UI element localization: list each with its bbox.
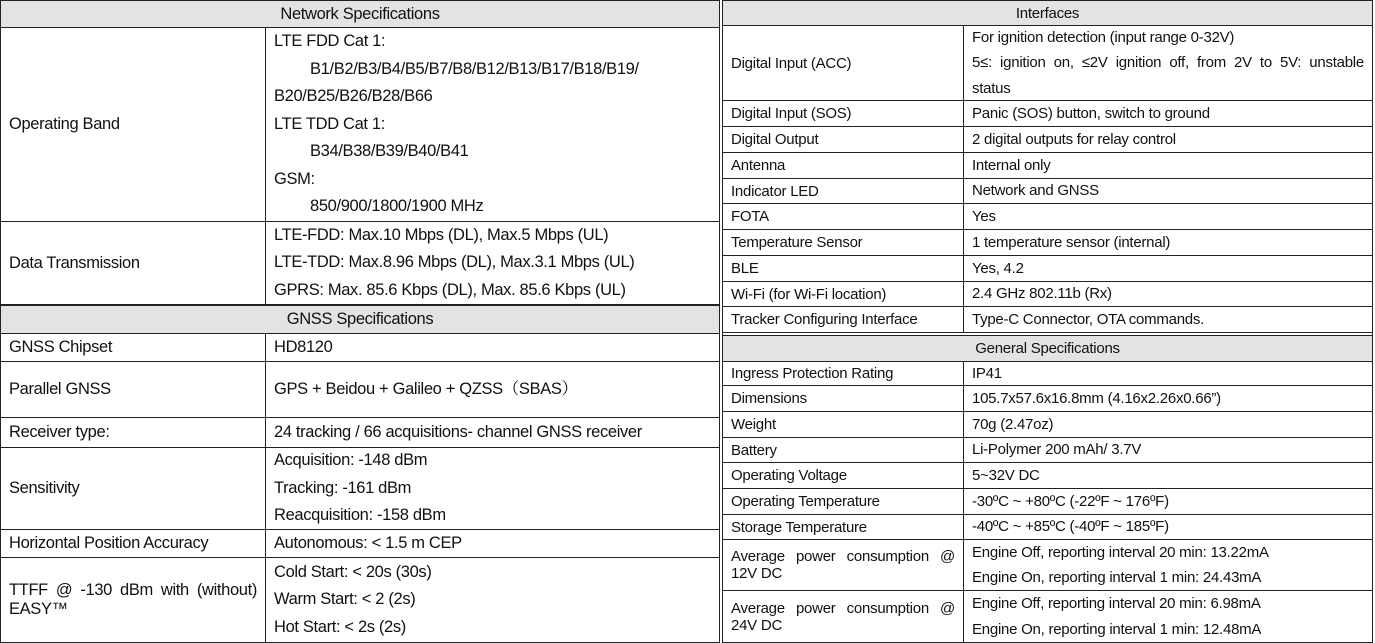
- spec-value-cell: [964, 438, 1372, 462]
- spec-value-line: GSM:: [274, 169, 315, 188]
- spec-row-digital-input-sos: [723, 101, 1372, 127]
- spec-label-cell: [723, 463, 964, 488]
- spec-label: Data Transmission: [9, 253, 140, 272]
- spec-row-operating-temperature: [723, 489, 1372, 515]
- spec-label-cell: [723, 127, 964, 152]
- spec-row-digital-input-acc: [723, 26, 1372, 101]
- spec-label: Dimensions: [731, 390, 807, 407]
- spec-value-line: Acquisition: -148 dBm: [274, 451, 428, 470]
- spec-value-cell: [266, 448, 719, 529]
- spec-value-line: 105.7x57.6x16.8mm (4.16x2.26x0.66”): [972, 389, 1221, 407]
- spec-label-cell: [1, 418, 266, 447]
- spec-label-cell: [1, 362, 266, 417]
- spec-label: Average power consumption @ 12V DC: [731, 548, 955, 582]
- spec-value-line: Warm Start: < 2 (2s): [274, 590, 416, 609]
- spec-label: BLE: [731, 260, 759, 277]
- spec-value-line: Tracking: -161 dBm: [274, 478, 412, 497]
- spec-label: Sensitivity: [9, 479, 80, 497]
- spec-value-cell: [964, 463, 1372, 488]
- section-header: Network Specifications: [1, 0, 719, 28]
- spec-label-cell: [1, 28, 266, 221]
- interfaces-general-spec-table: [722, 0, 1373, 643]
- spec-label-cell: [723, 179, 964, 203]
- spec-label: Digital Input (ACC): [731, 54, 852, 72]
- spec-value-line: 1 temperature sensor (internal): [972, 233, 1171, 251]
- spec-value-line: B1/B2/B3/B4/B5/B7/B8/B12/B13/B17/B18/B19/: [310, 59, 639, 78]
- spec-value-cell: [964, 591, 1372, 642]
- spec-value-cell: [964, 515, 1372, 539]
- spec-label: GNSS Chipset: [9, 338, 113, 356]
- spec-row-fota: [723, 204, 1372, 230]
- spec-value-line: 70g (2.47oz): [972, 415, 1054, 433]
- spec-value-line: B34/B38/B39/B40/B41: [310, 142, 469, 161]
- spec-label: Parallel GNSS: [9, 380, 111, 398]
- spec-label-cell: [723, 540, 964, 590]
- spec-value-line: Hot Start: < 2s (2s): [274, 617, 406, 636]
- spec-label-cell: [1, 558, 266, 642]
- spec-value-cell: [964, 256, 1372, 281]
- spec-value-line: GPS + Beidou + Galileo + QZSS（SBAS）: [274, 379, 578, 398]
- spec-row-sensitivity: [1, 448, 719, 530]
- spec-value-cell: [964, 489, 1372, 514]
- spec-label-cell: [723, 362, 964, 385]
- spec-row-horizontal-position-accuracy: [1, 530, 719, 558]
- spec-label: Storage Temperature: [731, 518, 867, 536]
- spec-label: Operating Voltage: [731, 467, 847, 484]
- spec-row-indicator-led: [723, 179, 1372, 204]
- spec-value-cell: [964, 26, 1372, 100]
- spec-label: Horizontal Position Accuracy: [9, 534, 209, 552]
- spec-label-cell: [723, 282, 964, 306]
- spec-label-cell: [723, 101, 964, 126]
- spec-label: FOTA: [731, 208, 769, 225]
- spec-row-wi-fi-for-wi-fi-location: [723, 282, 1372, 307]
- spec-value-cell: [964, 179, 1372, 203]
- spec-value-line: LTE FDD Cat 1:: [274, 32, 386, 51]
- spec-value-line: 5~32V DC: [972, 466, 1040, 484]
- spec-value-line: Cold Start: < 20s (30s): [274, 562, 432, 581]
- spec-row-data-transmission: [1, 222, 719, 305]
- spec-value-cell: [964, 307, 1372, 332]
- spec-label: TTFF @ -130 dBm with (without) EASY™: [9, 581, 257, 618]
- spec-value-line: -30ºC ~ +80ºC (-22ºF ~ 176ºF): [972, 492, 1169, 510]
- spec-label-cell: [723, 438, 964, 462]
- spec-value-line: Type-C Connector, OTA commands.: [972, 310, 1205, 328]
- spec-row-operating-voltage: [723, 463, 1372, 489]
- spec-row-ingress-protection-rating: [723, 362, 1372, 386]
- spec-value-line: Yes, 4.2: [972, 259, 1024, 277]
- spec-value-line: LTE-FDD: Max.10 Mbps (DL), Max.5 Mbps (UL): [274, 225, 609, 244]
- spec-label: Digital Output: [731, 131, 819, 148]
- spec-row-dimensions: [723, 386, 1372, 412]
- spec-row-battery: [723, 438, 1372, 463]
- section-header: Interfaces: [723, 0, 1372, 26]
- spec-value-line: Li-Polymer 200 mAh/ 3.7V: [972, 441, 1142, 459]
- spec-value-cell: [964, 386, 1372, 411]
- spec-value-line: Engine On, reporting interval 1 min: 24.43mA: [972, 569, 1262, 586]
- spec-label: Wi-Fi (for Wi-Fi location): [731, 285, 887, 303]
- spec-value-line: B20/B25/B26/B28/B66: [274, 87, 433, 106]
- spec-label-cell: [723, 230, 964, 255]
- spec-row-receiver-type: [1, 418, 719, 448]
- spec-value-line: -40ºC ~ +85ºC (-40ºF ~ 185ºF): [972, 518, 1169, 536]
- spec-row-storage-temperature: [723, 515, 1372, 540]
- spec-row-ble: [723, 256, 1372, 282]
- spec-value-line: LTE TDD Cat 1:: [274, 114, 385, 133]
- spec-value-cell: [964, 412, 1372, 437]
- spec-value-line: Network and GNSS: [972, 182, 1099, 200]
- spec-row-digital-output: [723, 127, 1372, 153]
- spec-label: Tracker Configuring Interface: [731, 311, 918, 328]
- spec-label-cell: [723, 307, 964, 332]
- spec-value-line: 2.4 GHz 802.11b (Rx): [972, 285, 1112, 303]
- spec-row-ttff-130-dbm-with-without-easy: [1, 558, 719, 643]
- spec-label: Receiver type:: [9, 423, 110, 441]
- spec-value-cell: [266, 530, 719, 557]
- spec-row-tracker-configuring-interface: [723, 307, 1372, 333]
- spec-value-line: GPRS: Max. 85.6 Kbps (DL), Max. 85.6 Kbps (UL): [274, 280, 626, 299]
- spec-value-cell: [266, 28, 719, 221]
- spec-label: Battery: [731, 441, 777, 459]
- spec-label-cell: [723, 515, 964, 539]
- spec-value-line: IP41: [972, 364, 1002, 382]
- spec-value-line: Reacquisition: -158 dBm: [274, 506, 446, 525]
- spec-value-line: LTE-TDD: Max.8.96 Mbps (DL), Max.3.1 Mbps (UL): [274, 253, 635, 272]
- spec-value-cell: [266, 418, 719, 447]
- spec-row-average-power-consumption-12v-dc: [723, 540, 1372, 591]
- spec-value-line: 2 digital outputs for relay control: [972, 130, 1176, 148]
- spec-label: Operating Temperature: [731, 493, 880, 510]
- spec-label-cell: [723, 591, 964, 642]
- spec-value-line: Autonomous: < 1.5 m CEP: [274, 533, 462, 552]
- spec-label-cell: [723, 204, 964, 229]
- spec-value-cell: [964, 282, 1372, 306]
- spec-value-cell: [964, 362, 1372, 385]
- spec-label-cell: [723, 153, 964, 178]
- spec-label-cell: [723, 386, 964, 411]
- spec-label: Indicator LED: [731, 182, 819, 200]
- spec-label-cell: [723, 489, 964, 514]
- spec-value-line: Engine On, reporting interval 1 min: 12.48mA: [972, 620, 1262, 638]
- spec-value-cell: [964, 127, 1372, 152]
- spec-value-cell: [964, 230, 1372, 255]
- spec-label: Operating Band: [9, 115, 120, 133]
- spec-value-line: Engine Off, reporting interval 20 min: 6.98mA: [972, 595, 1261, 612]
- spec-label: Average power consumption @ 24V DC: [731, 599, 955, 634]
- spec-row-gnss-chipset: [1, 334, 719, 362]
- spec-value-line: Yes: [972, 207, 996, 225]
- spec-value-cell: [964, 101, 1372, 126]
- spec-label-cell: [723, 412, 964, 437]
- spec-label: Weight: [731, 416, 776, 433]
- spec-value-line: 5≤: ignition on, ≤2V ignition off, from 2V to 5V: unstable status: [972, 54, 1364, 97]
- section-header: General Specifications: [723, 335, 1372, 362]
- spec-label: Antenna: [731, 157, 786, 174]
- spec-label-cell: [1, 222, 266, 304]
- spec-label: Ingress Protection Rating: [731, 365, 894, 382]
- spec-value-line: Engine Off, reporting interval 20 min: 13.22mA: [972, 543, 1269, 561]
- spec-label-cell: [1, 334, 266, 361]
- spec-value-line: 24 tracking / 66 acquisitions- channel GNSS receiver: [274, 422, 642, 441]
- spec-value-cell: [964, 204, 1372, 229]
- spec-value-line: Internal only: [972, 156, 1051, 174]
- spec-label-cell: [723, 26, 964, 100]
- spec-value-line: For ignition detection (input range 0-32V): [972, 28, 1235, 46]
- spec-value-cell: [964, 153, 1372, 178]
- spec-label-cell: [723, 256, 964, 281]
- spec-label: Digital Input (SOS): [731, 105, 852, 122]
- spec-row-parallel-gnss: [1, 362, 719, 418]
- spec-row-average-power-consumption-24v-dc: [723, 591, 1372, 643]
- spec-row-antenna: [723, 153, 1372, 179]
- spec-value-cell: [266, 222, 719, 304]
- spec-row-operating-band: [1, 28, 719, 222]
- section-header: GNSS Specifications: [1, 305, 719, 334]
- spec-label-cell: [1, 530, 266, 557]
- spec-value-line: HD8120: [274, 337, 333, 356]
- spec-value-line: 850/900/1800/1900 MHz: [310, 197, 484, 216]
- spec-value-cell: [266, 334, 719, 361]
- spec-row-temperature-sensor: [723, 230, 1372, 256]
- spec-value-line: Panic (SOS) button, switch to ground: [972, 104, 1210, 122]
- spec-value-cell: [964, 540, 1372, 590]
- spec-value-cell: [266, 558, 719, 642]
- spec-value-cell: [266, 362, 719, 417]
- spec-label: Temperature Sensor: [731, 234, 863, 251]
- spec-row-weight: [723, 412, 1372, 438]
- spec-label-cell: [1, 448, 266, 529]
